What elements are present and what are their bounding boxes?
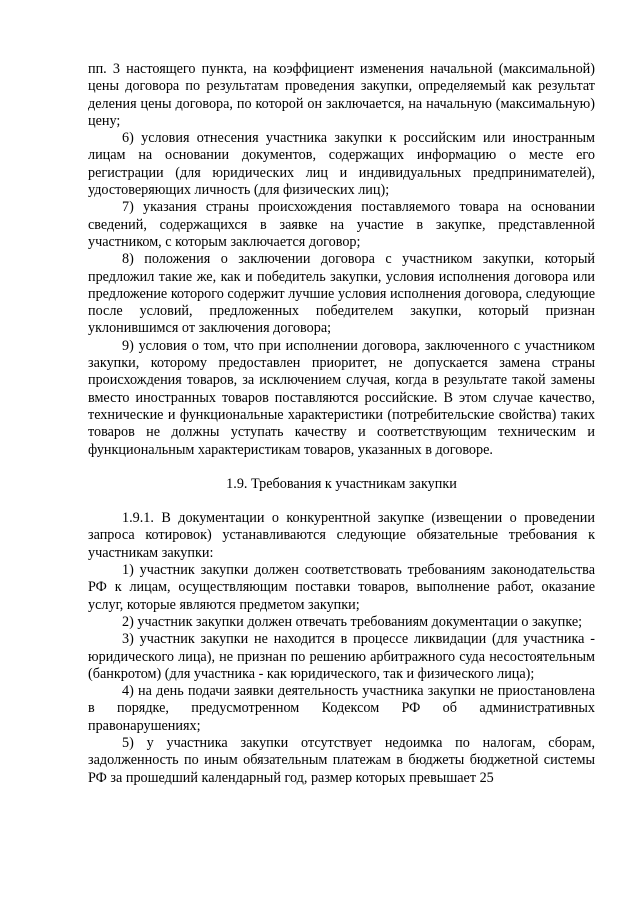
paragraph-item-7: 7) указания страны происхождения поставляемого товара на основании сведений, содержащихся в заявке на участие в закупке, представленной участником, с которым заключается договор; (88, 199, 595, 250)
document-page (88, 61, 595, 787)
paragraph-item-8: 8) положения о заключении договора с участником закупки, который предложил такие же, как и победитель закупки, условия исполнения договора или предложение которого содержит лучшие условия исполнения договора, следующие после условий, предложенных победителем закупки, который признан уклонившимся от заключения договора; (88, 251, 595, 337)
requirement-item-5: 5) у участника закупки отсутствует недоимка по налогам, сборам, задолженность по иным обязательным платежам в бюджеты бюджетной системы РФ за прошедший календарный год, размер которых превышает 25 (88, 734, 595, 786)
paragraphs-before (88, 61, 595, 459)
paragraph-item-9: 9) условия о том, что при исполнении договора, заключенного с участником закупки, которому предоставлен приоритет, не допускается замена страны происхождения товаров, за исключением случая, когда в результате такой замены вместо иностранных товаров поставляются российские. В этом случае качество, технические и функциональные характеристики (потребительские свойства) таких товаров не должны уступать качеству и соответствующим техническим и функциональным характеристикам товаров, указанных в договоре. (88, 337, 595, 458)
requirement-item-3: 3) участник закупки не находится в процессе ликвидации (для участника - юридического лица), не признан по решению арбитражного суда несостоятельным (банкротом) (для участника - как юридического, так и физического лица); (88, 631, 595, 682)
paragraph-1-9-1: 1.9.1. В документации о конкурентной закупке (извещении о проведении запроса котировок) устанавливаются следующие обязательные требования к участникам закупки: (88, 510, 595, 561)
paragraphs-after (88, 510, 595, 787)
requirement-item-2: 2) участник закупки должен отвечать требованиям документации о закупке; (122, 613, 583, 630)
requirement-item-4: 4) на день подачи заявки деятельность участника закупки не приостановлена в порядке, предусмотренном Кодексом РФ об административных правонарушениях; (88, 683, 595, 734)
paragraph-continuation: пп. 3 настоящего пункта, на коэффициент изменения начальной (максимальной) цены договора по результатам проведения закупки, определяемый как результат деления цены договора, по которой он заключается, на начальную (максимальную) цену; (88, 61, 595, 129)
section-heading: 1.9. Требования к участникам закупки (226, 475, 457, 492)
requirement-item-1: 1) участник закупки должен соответствовать требованиям законодательства РФ к лицам, осуществляющим поставки товаров, выполнение работ, оказание услуг, которые являются предметом закупки; (88, 562, 595, 613)
paragraph-item-6: 6) условия отнесения участника закупки к российским или иностранным лицам на основании документов, содержащих информацию о месте его регистрации (для юридических лиц и индивидуальных предпринимателей), удостоверяющих личность (для физических лиц); (88, 130, 595, 199)
